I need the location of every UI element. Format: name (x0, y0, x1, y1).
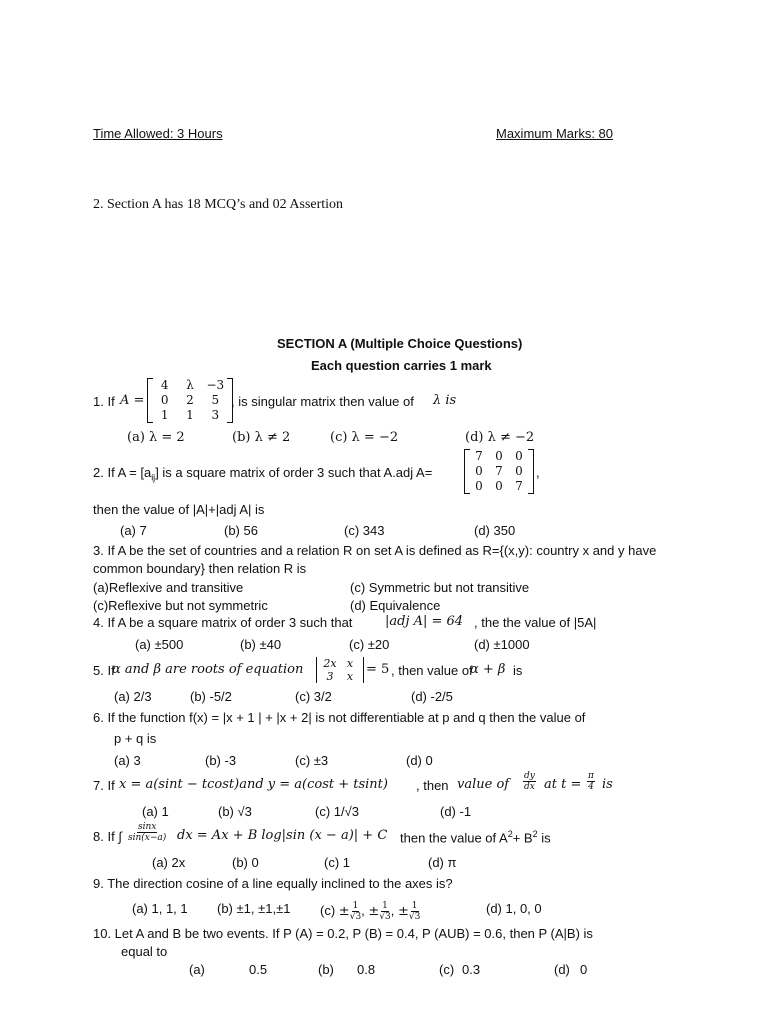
q2-text (93, 465, 432, 483)
q9-c-sign1: ± (338, 903, 350, 919)
q2-matrix-cell: 0 (495, 449, 503, 463)
q6-line2: p + q is (114, 731, 157, 746)
q2-matrix (464, 449, 534, 494)
q6-option-b: (b) -3 (205, 753, 237, 768)
q1-matrix-cell: 4 (160, 378, 169, 392)
q6-line1: 6. If the function f(x) = |x + 1 | + |x + 2| is not differentiable at p and q then the value of (93, 710, 586, 725)
q2-text-part1: 2. If A = [a (93, 465, 152, 480)
q6-option-a: (a) 3 (114, 753, 141, 768)
q8-option-a: (a) 2x (152, 855, 186, 870)
q5-suffix: , then value of (391, 663, 473, 678)
q3-option-a: (a)Reflexive and transitive (93, 580, 244, 595)
q10-line1: 10. Let A and B be two events. If P (A) = 0.2, P (B) = 0.4, P (AUB) = 0.6, then P (A|B) is (93, 926, 593, 941)
q8-math: dx = Ax + B log|sin (x − a)| + C (177, 828, 388, 843)
q9-option-b: (b) ±1, ±1,±1 (217, 901, 291, 916)
q3-line1: 3. If A be the set of countries and a relation R on set A is defined as R={(x,y): country x and y have (93, 543, 657, 558)
time-allowed: Time Allowed: 3 Hours (93, 126, 223, 141)
q8-numerator: sinx (137, 822, 157, 832)
section-subtitle: Each question carries 1 mark (311, 358, 492, 373)
q7-derivative (523, 771, 536, 792)
q7-option-c: (c) 1/√3 (315, 804, 359, 819)
q2-matrix-cell: 0 (515, 464, 523, 478)
q5-option-a: (a) 2/3 (114, 689, 152, 704)
q1-option-c: (c) λ = −2 (330, 430, 399, 445)
q7-dx: dx (524, 782, 535, 792)
q8-sup2: 2 (532, 829, 538, 839)
q5-determinant (316, 657, 364, 683)
q2-text-part2: ] is a square matrix of order 3 such that A.adj A= (155, 465, 433, 480)
q10-option-c-value: 0.3 (462, 962, 481, 977)
q7-mid: , then (416, 778, 449, 793)
q3-line2: common boundary} then relation R is (93, 561, 307, 576)
q10-option-b-value: 0.8 (357, 962, 376, 977)
q2-matrix-cell: 0 (495, 479, 503, 493)
q5-determinant-cell: x (346, 657, 354, 670)
q1-option-d: (d) λ ≠ −2 (465, 430, 535, 445)
q1-matrix-cell: −3 (206, 378, 225, 392)
q8-suffix-line (400, 829, 551, 845)
q9-c-num2: 1 (382, 901, 388, 911)
q9-option-d: (d) 1, 0, 0 (486, 901, 542, 916)
q4-option-d: (d) ±1000 (474, 637, 530, 652)
q1-matrix-cell: 1 (186, 408, 194, 422)
q7-option-d: (d) -1 (440, 804, 472, 819)
q8-suffix: then the value of A (400, 830, 508, 846)
q4-math: |adj A| = 64 (385, 614, 464, 629)
q7-at: at t = (544, 777, 582, 792)
q6-option-d: (d) 0 (406, 753, 433, 768)
q3-option-c1: (c) Symmetric but not transitive (350, 580, 530, 595)
q8-prefix: 8. If ∫ (93, 829, 122, 844)
q5-option-d: (d) -2/5 (411, 689, 453, 704)
q10-option-a-label: (a) (189, 962, 205, 977)
q9-c-num3: 1 (411, 901, 418, 911)
q1-matrix-cell: 0 (160, 393, 169, 407)
q1-option-a: (a) λ = 2 (127, 430, 185, 445)
q1-suffix: , is singular matrix then value of (231, 394, 414, 409)
q8-integrand (128, 822, 166, 843)
q9-c-den2: √3 (379, 912, 391, 922)
q6-option-c: (c) ±3 (295, 753, 329, 768)
q5-option-b: (b) -5/2 (190, 689, 232, 704)
q7-math: x = a(sint − tcost)and y = a(cost + tsint) (119, 777, 388, 792)
q7-math2: value of (457, 777, 510, 792)
q5-determinant-cell: 2x (323, 657, 337, 670)
q8-option-d: (d) π (428, 855, 457, 870)
q9-c-den1: √3 (349, 912, 362, 922)
q2-matrix-cell: 0 (475, 464, 483, 478)
q9-option-a: (a) 1, 1, 1 (132, 901, 188, 916)
q8-plus: + B (512, 830, 533, 846)
q8-denominator: sin(x−a) (128, 833, 167, 843)
q8-is: is (541, 830, 551, 846)
q2-line2: then the value of |A|+|adj A| is (93, 502, 265, 517)
q2-matrix-cell: 7 (515, 479, 523, 493)
q7-pi: π (588, 771, 594, 781)
q8-option-b: (b) 0 (232, 855, 259, 870)
instruction-line: 2. Section A has 18 MCQ’s and 02 Assertion (93, 197, 344, 212)
q9-c-num1: 1 (352, 901, 359, 911)
q8-sup1: 2 (507, 829, 513, 839)
section-title: SECTION A (Multiple Choice Questions) (277, 336, 523, 351)
q10-option-b-label: (b) (318, 962, 334, 977)
q4-option-c: (c) ±20 (349, 637, 390, 652)
q3-option-c2: (c)Reflexive but not symmetric (93, 598, 268, 613)
q2-option-d: (d) 350 (474, 523, 516, 538)
q7-dy: dy (524, 771, 535, 781)
q4-option-b: (b) ±40 (240, 637, 282, 652)
q7-pi-fraction (587, 771, 595, 792)
q1-option-b: (b) λ ≠ 2 (232, 430, 291, 445)
q10-option-a-value: 0.5 (249, 962, 268, 977)
q2-matrix-cell: 0 (515, 449, 523, 463)
q2-subscript: ij (151, 472, 156, 483)
q9-c-sign2: ± (368, 903, 380, 919)
q2-option-a: (a) 7 (120, 523, 147, 538)
q2-matrix-cell: 7 (495, 464, 503, 478)
q7-is: is (602, 777, 613, 792)
q1-matrix-cell: 5 (211, 393, 220, 407)
q10-option-c-label: (c) (439, 962, 455, 977)
q5-math: α and β are roots of equation (112, 662, 304, 677)
q7-option-b: (b) √3 (218, 804, 252, 819)
q5-prefix: 5. If (93, 663, 115, 678)
q5-suffix2: is (513, 663, 523, 678)
q8-option-c: (c) 1 (324, 855, 350, 870)
q1-prefix: 1. If (93, 394, 115, 409)
q4-option-a: (a) ±500 (135, 637, 184, 652)
q9-text: 9. The direction cosine of a line equally inclined to the axes is? (93, 876, 453, 891)
q1-matrix (147, 378, 233, 423)
q4-text: 4. If A be a square matrix of order 3 such that (93, 615, 353, 630)
q2-comma: , (536, 465, 540, 480)
q10-option-d-value: 0 (580, 962, 588, 977)
q1-lhs: A = (120, 393, 145, 408)
q2-option-c: (c) 343 (344, 523, 385, 538)
q4-text2: , the the value of |5A| (474, 615, 597, 630)
q10-option-d-label: (d) (554, 962, 570, 977)
q7-option-a: (a) 1 (142, 804, 169, 819)
q2-matrix-cell: 7 (475, 449, 483, 463)
q5-determinant-cell: x (346, 670, 354, 683)
q5-eq: = 5 (366, 662, 390, 677)
q7-prefix: 7. If (93, 778, 115, 793)
q2-matrix-cell: 0 (475, 479, 483, 493)
q2-option-b: (b) 56 (224, 523, 258, 538)
q7-four: 4 (588, 782, 594, 792)
q9-c-den3: √3 (408, 912, 421, 922)
q9-c-sign3: ± (398, 903, 409, 919)
q5-determinant-cell: 3 (326, 670, 334, 683)
q9-option-c: (c) ± $\frac{1}{√3}$ , ± $\frac{1}{√3}$ , ± $\frac{1}{√3}$ (320, 901, 421, 922)
q3-option-d: (d) Equivalence (350, 598, 441, 613)
q1-suffix-math: λ is (433, 393, 457, 408)
q1-matrix-cell: λ (186, 378, 194, 392)
q1-matrix-cell: 2 (186, 393, 194, 407)
q1-matrix-cell: 3 (211, 408, 220, 422)
q9-option-c-label: (c) (320, 902, 336, 918)
maximum-marks: Maximum Marks: 80 (496, 126, 614, 141)
q5-option-c: (c) 3/2 (295, 689, 332, 704)
q1-matrix-cell: 1 (160, 408, 169, 422)
q10-line2: equal to (121, 944, 168, 959)
q5-suffix-math: α + β (470, 662, 506, 677)
